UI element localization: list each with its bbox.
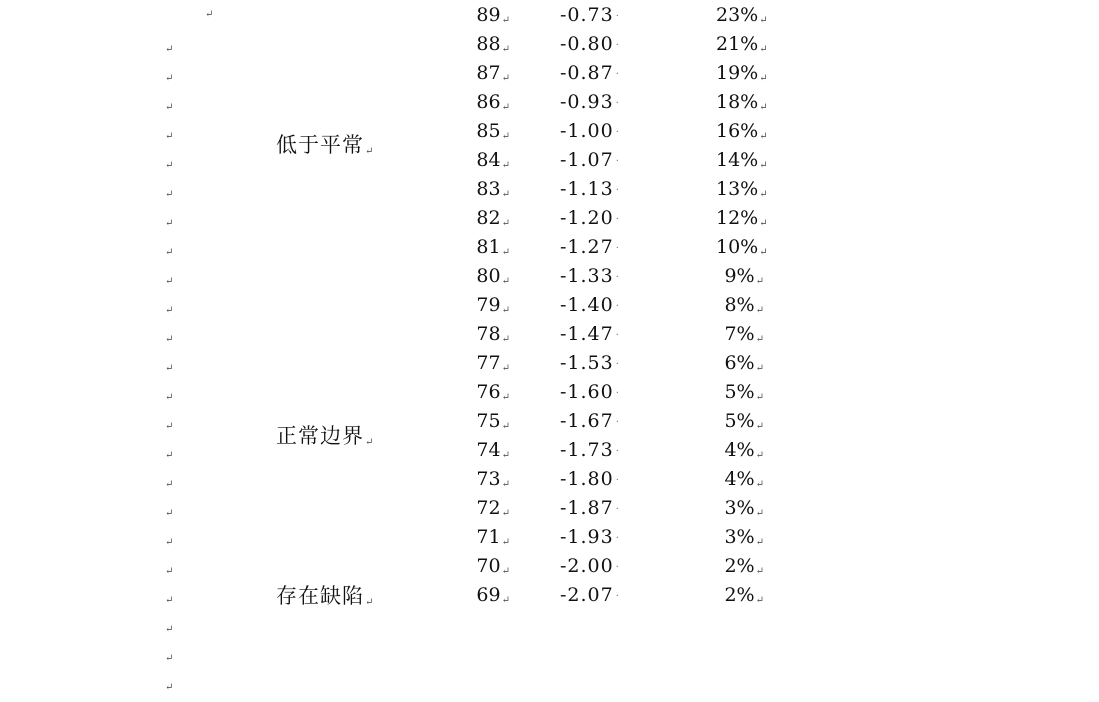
group-label-borderline: 正常边界↵	[276, 424, 375, 448]
space-mark: ·	[615, 156, 620, 167]
score-cell	[470, 291, 510, 320]
z-score-cell	[560, 465, 632, 494]
return-mark: ↵	[755, 508, 764, 519]
return-mark: ↵	[759, 218, 768, 229]
score-cell	[470, 1, 510, 30]
table-row	[0, 436, 1099, 465]
table-row	[0, 291, 1099, 320]
paragraph-mark	[164, 465, 178, 494]
space-mark: ·	[615, 243, 620, 254]
return-mark: ↵	[755, 421, 764, 432]
return-mark: ↵	[165, 421, 174, 432]
empty-paragraph	[0, 610, 1099, 639]
paragraph-mark	[164, 30, 178, 59]
paragraph-mark	[164, 146, 178, 175]
score-value: 75	[476, 410, 501, 432]
score-value: 74	[476, 439, 501, 461]
return-mark: ↵	[501, 131, 510, 142]
score-cell	[470, 59, 510, 88]
table-row	[0, 146, 1099, 175]
percentile-cell	[716, 523, 764, 552]
return-mark: ↵	[165, 450, 174, 461]
percentile-value: 4%	[724, 439, 755, 461]
percentile-cell	[716, 204, 768, 233]
z-score-value: -1.33	[560, 265, 614, 287]
z-score-cell	[560, 146, 632, 175]
return-mark: ↵	[501, 189, 510, 200]
percentile-value: 2%	[724, 584, 755, 606]
return-mark: ↵	[759, 247, 768, 258]
return-mark: ↵	[501, 305, 510, 316]
z-score-cell	[560, 233, 632, 262]
percentile-value: 14%	[716, 149, 759, 171]
space-mark: ·	[615, 591, 620, 602]
percentile-cell	[716, 1, 768, 30]
return-mark: ↵	[755, 595, 764, 606]
table-row	[0, 378, 1099, 407]
return-mark: ↵	[165, 334, 174, 345]
space-mark: ·	[615, 533, 620, 544]
percentile-cell	[716, 465, 764, 494]
percentile-cell	[716, 291, 764, 320]
paragraph-mark	[164, 117, 178, 146]
percentile-value: 16%	[716, 120, 759, 142]
paragraph-mark	[164, 378, 178, 407]
space-mark: ·	[615, 40, 620, 51]
return-mark: ↵	[759, 189, 768, 200]
score-cell	[470, 407, 510, 436]
z-score-value: -1.20	[560, 207, 614, 229]
z-score-value: -1.60	[560, 381, 614, 403]
score-cell	[470, 146, 510, 175]
z-score-cell	[560, 175, 632, 204]
return-mark: ↵	[755, 334, 764, 345]
percentile-value: 9%	[724, 265, 755, 287]
z-score-value: -1.47	[560, 323, 614, 345]
percentile-cell	[716, 320, 764, 349]
return-mark: ↵	[165, 682, 174, 693]
percentile-cell	[716, 88, 768, 117]
percentile-value: 5%	[724, 381, 755, 403]
return-mark: ↵	[165, 479, 174, 490]
return-mark: ↵	[501, 363, 510, 374]
z-score-cell	[560, 320, 632, 349]
z-score-cell	[560, 581, 632, 610]
return-mark: ↵	[759, 73, 768, 84]
z-score-value: -1.07	[560, 149, 614, 171]
z-score-value: -1.27	[560, 236, 614, 258]
percentile-cell	[716, 436, 764, 465]
z-score-value: -2.07	[560, 584, 614, 606]
return-mark: ↵	[755, 537, 764, 548]
z-score-value: -0.93	[560, 91, 614, 113]
group-label-deficient: 存在缺陷↵	[276, 584, 375, 608]
return-mark: ↵	[759, 102, 768, 113]
score-value: 85	[476, 120, 501, 142]
percentile-cell	[716, 117, 768, 146]
score-value: 69	[476, 584, 501, 606]
z-score-value: -0.80	[560, 33, 614, 55]
percentile-cell	[716, 59, 768, 88]
return-mark: ↵	[501, 44, 510, 55]
return-mark: ↵	[501, 566, 510, 577]
paragraph-mark: ↵	[205, 9, 214, 20]
z-score-cell	[560, 349, 632, 378]
z-score-value: -2.00	[560, 555, 614, 577]
percentile-cell	[716, 146, 768, 175]
return-mark: ↵	[501, 160, 510, 171]
percentile-cell	[716, 494, 764, 523]
table-row	[0, 117, 1099, 146]
return-mark: ↵	[755, 363, 764, 374]
score-cell	[470, 117, 510, 146]
table-row	[0, 465, 1099, 494]
percentile-value: 5%	[724, 410, 755, 432]
z-score-cell	[560, 552, 632, 581]
score-value: 79	[476, 294, 501, 316]
percentile-value: 7%	[724, 323, 755, 345]
table-row	[0, 30, 1099, 59]
return-mark: ↵	[501, 276, 510, 287]
percentile-value: 4%	[724, 468, 755, 490]
score-value: 78	[476, 323, 501, 345]
score-value: 86	[476, 91, 501, 113]
percentile-cell	[716, 581, 764, 610]
return-mark: ↵	[501, 392, 510, 403]
score-value: 71	[476, 526, 501, 548]
z-score-value: -1.40	[560, 294, 614, 316]
percentile-value: 8%	[724, 294, 755, 316]
z-score-value: -1.87	[560, 497, 614, 519]
space-mark: ·	[615, 69, 620, 80]
paragraph-mark	[164, 233, 178, 262]
z-score-value: -1.80	[560, 468, 614, 490]
group-label-below-average: 低于平常↵	[276, 133, 375, 157]
return-mark: ↵	[501, 508, 510, 519]
return-mark: ↵	[501, 15, 510, 26]
return-mark: ↵	[165, 653, 174, 664]
space-mark: ·	[615, 301, 620, 312]
percentile-value: 10%	[716, 236, 759, 258]
return-mark: ↵	[165, 305, 174, 316]
percentile-value: 3%	[724, 497, 755, 519]
space-mark: ·	[615, 127, 620, 138]
table-row	[0, 523, 1099, 552]
score-cell	[470, 523, 510, 552]
percentile-cell	[716, 349, 764, 378]
paragraph-mark	[164, 204, 178, 233]
paragraph-mark	[164, 436, 178, 465]
table-row	[0, 407, 1099, 436]
return-mark: ↵	[501, 537, 510, 548]
return-mark: ↵	[501, 479, 510, 490]
score-cell	[470, 349, 510, 378]
return-mark: ↵	[165, 73, 174, 84]
paragraph-mark	[164, 175, 178, 204]
percentile-value: 23%	[716, 4, 759, 26]
empty-paragraph	[0, 639, 1099, 668]
return-mark: ↵	[165, 189, 174, 200]
percentile-value: 19%	[716, 62, 759, 84]
score-value: 84	[476, 149, 501, 171]
percentile-value: 21%	[716, 33, 759, 55]
table-row	[0, 349, 1099, 378]
score-cell	[470, 88, 510, 117]
percentile-value: 18%	[716, 91, 759, 113]
paragraph-mark	[164, 523, 178, 552]
return-mark: ↵	[759, 15, 768, 26]
space-mark: ·	[615, 185, 620, 196]
return-mark: ↵	[165, 537, 174, 548]
paragraph-mark	[164, 610, 178, 639]
z-score-cell	[560, 262, 632, 291]
space-mark: ·	[615, 359, 620, 370]
return-mark: ↵	[501, 450, 510, 461]
return-mark: ↵	[165, 131, 174, 142]
percentile-cell	[716, 175, 768, 204]
space-mark: ·	[615, 446, 620, 457]
return-mark: ↵	[165, 160, 174, 171]
score-value: 82	[476, 207, 501, 229]
table-row	[0, 552, 1099, 581]
return-mark: ↵	[755, 566, 764, 577]
space-mark: ·	[615, 214, 620, 225]
table-row	[0, 88, 1099, 117]
paragraph-mark	[164, 291, 178, 320]
percentile-value: 2%	[724, 555, 755, 577]
z-score-cell	[560, 88, 632, 117]
paragraph-mark	[164, 407, 178, 436]
paragraph-mark	[164, 349, 178, 378]
paragraph-mark	[164, 639, 178, 668]
score-cell	[470, 262, 510, 291]
percentile-value: 6%	[724, 352, 755, 374]
return-mark: ↵	[165, 218, 174, 229]
space-mark: ·	[615, 272, 620, 283]
score-cell	[470, 204, 510, 233]
return-mark: ↵	[165, 247, 174, 258]
score-cell	[470, 320, 510, 349]
space-mark: ·	[615, 417, 620, 428]
table-row	[0, 320, 1099, 349]
z-score-value: -1.00	[560, 120, 614, 142]
percentile-cell	[716, 30, 768, 59]
return-mark: ↵	[759, 44, 768, 55]
space-mark: ·	[615, 330, 620, 341]
score-cell	[470, 552, 510, 581]
return-mark: ↵	[165, 566, 174, 577]
percentile-value: 13%	[716, 178, 759, 200]
paragraph-mark	[164, 581, 178, 610]
score-value: 76	[476, 381, 501, 403]
percentile-cell	[716, 407, 764, 436]
z-score-cell	[560, 494, 632, 523]
return-mark: ↵	[501, 218, 510, 229]
table-row	[0, 204, 1099, 233]
paragraph-mark	[164, 320, 178, 349]
return-mark: ↵	[165, 624, 174, 635]
return-mark: ↵	[501, 73, 510, 84]
return-mark: ↵	[755, 305, 764, 316]
percentile-value: 12%	[716, 207, 759, 229]
return-mark: ↵	[759, 131, 768, 142]
paragraph-mark	[164, 494, 178, 523]
return-mark: ↵	[165, 276, 174, 287]
score-value: 73	[476, 468, 501, 490]
score-value: 81	[476, 236, 501, 258]
return-mark: ↵	[165, 102, 174, 113]
table-row	[0, 262, 1099, 291]
z-score-cell	[560, 436, 632, 465]
z-score-value: -0.87	[560, 62, 614, 84]
table-row	[0, 59, 1099, 88]
empty-paragraph	[0, 668, 1099, 697]
return-mark: ↵	[165, 363, 174, 374]
score-cell	[470, 581, 510, 610]
space-mark: ·	[615, 562, 620, 573]
z-score-cell	[560, 378, 632, 407]
z-score-cell	[560, 291, 632, 320]
score-cell	[470, 378, 510, 407]
paragraph-mark	[164, 59, 178, 88]
paragraph-mark	[164, 88, 178, 117]
score-value: 70	[476, 555, 501, 577]
paragraph-mark	[164, 262, 178, 291]
table-row	[0, 1, 1099, 30]
z-score-value: -1.13	[560, 178, 614, 200]
score-cell	[470, 436, 510, 465]
percentile-value: 3%	[724, 526, 755, 548]
z-score-cell	[560, 407, 632, 436]
space-mark: ·	[615, 475, 620, 486]
score-cell	[470, 233, 510, 262]
return-mark: ↵	[759, 160, 768, 171]
space-mark: ·	[615, 504, 620, 515]
return-mark: ↵	[755, 479, 764, 490]
return-mark: ↵	[755, 276, 764, 287]
score-cell	[470, 465, 510, 494]
score-value: 77	[476, 352, 501, 374]
return-mark: ↵	[501, 334, 510, 345]
z-score-cell	[560, 117, 632, 146]
paragraph-mark	[164, 552, 178, 581]
z-score-cell	[560, 59, 632, 88]
z-score-cell	[560, 523, 632, 552]
z-score-value: -1.67	[560, 410, 614, 432]
z-score-value: -1.53	[560, 352, 614, 374]
return-mark: ↵	[501, 247, 510, 258]
z-score-cell	[560, 30, 632, 59]
score-cell	[470, 175, 510, 204]
return-mark: ↵	[501, 102, 510, 113]
table-row	[0, 233, 1099, 262]
score-value: 83	[476, 178, 501, 200]
score-value: 88	[476, 33, 501, 55]
space-mark: ·	[615, 388, 620, 399]
return-mark: ↵	[165, 508, 174, 519]
score-cell	[470, 494, 510, 523]
space-mark: ·	[615, 11, 620, 22]
return-mark: ↵	[501, 595, 510, 606]
return-mark: ↵	[501, 421, 510, 432]
z-score-value: -0.73	[560, 4, 614, 26]
score-cell	[470, 30, 510, 59]
table-row	[0, 175, 1099, 204]
percentile-cell	[716, 233, 768, 262]
score-value: 80	[476, 265, 501, 287]
z-score-value: -1.73	[560, 439, 614, 461]
percentile-cell	[716, 262, 764, 291]
z-score-value: -1.93	[560, 526, 614, 548]
score-value: 72	[476, 497, 501, 519]
table-row	[0, 494, 1099, 523]
space-mark: ·	[615, 98, 620, 109]
z-score-cell	[560, 1, 632, 30]
z-score-cell	[560, 204, 632, 233]
score-value: 87	[476, 62, 501, 84]
table-row	[0, 581, 1099, 610]
return-mark: ↵	[165, 44, 174, 55]
return-mark: ↵	[755, 450, 764, 461]
percentile-cell	[716, 378, 764, 407]
return-mark: ↵	[165, 595, 174, 606]
paragraph-mark	[164, 668, 178, 697]
score-value: 89	[476, 4, 501, 26]
percentile-cell	[716, 552, 764, 581]
return-mark: ↵	[755, 392, 764, 403]
return-mark: ↵	[165, 392, 174, 403]
